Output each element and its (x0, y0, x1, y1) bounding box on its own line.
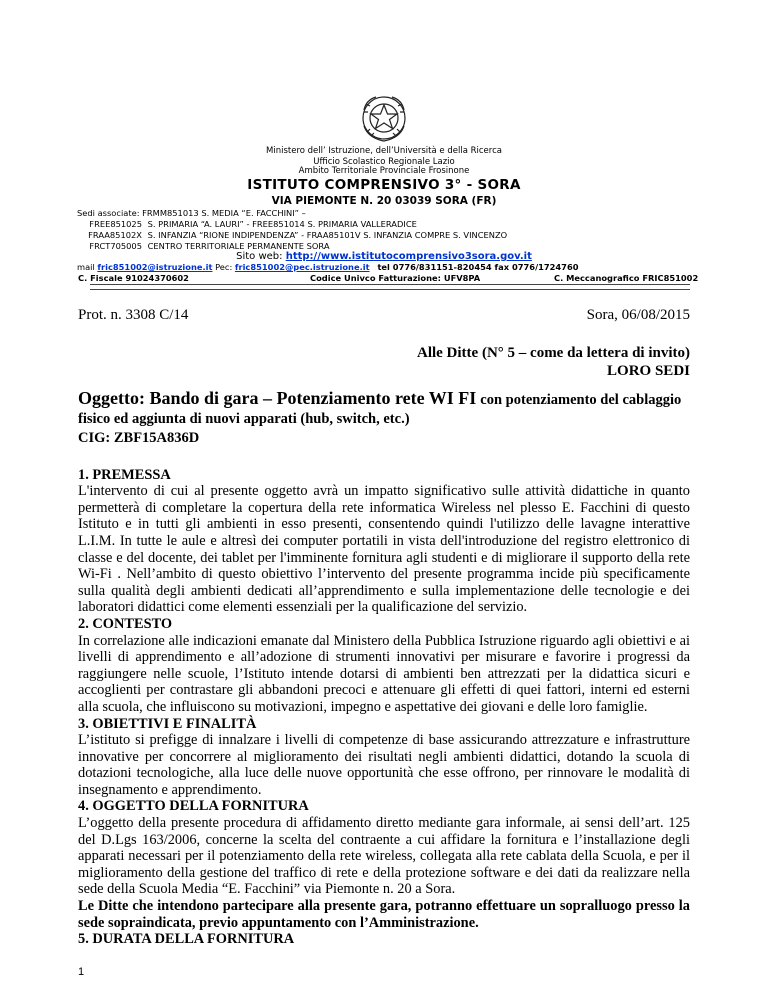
recipient-block (417, 344, 690, 380)
mail-link[interactable]: fric851002@istruzione.it (97, 262, 213, 272)
site-row (77, 208, 507, 219)
billing-code: Codice Univco Fatturazione: UFV8PA (310, 273, 481, 283)
page-number: 1 (78, 966, 85, 978)
subject-continuation: fisico ed aggiunta di nuovi apparati (hub, switch, etc.) (78, 411, 410, 427)
letter-date: Sora, 06/08/2015 (586, 307, 690, 323)
site-text: S. INFANZIA “RIONE INDIPENDENZA” - FRAA85101V S. INFANZIA COMPRE S. VINCENZO (147, 230, 508, 240)
italian-republic-emblem-icon (358, 92, 410, 144)
mechanographic-code: C. Meccanografico FRIC851002 (554, 273, 699, 283)
protocol-number: Prot. n. 3308 C/14 (78, 307, 189, 323)
website-link[interactable]: http://www.istitutocomprensivo3sora.gov.it (285, 251, 532, 262)
letter-body (78, 450, 690, 948)
section-heading: 4. OGGETTO DELLA FORNITURA (78, 798, 309, 815)
school-address: VIA PIEMONTE N. 20 03039 SORA (FR) (271, 195, 497, 207)
website-label: Sito web: (236, 251, 283, 262)
recipient-line: Alle Ditte (N° 5 – come da lettera di invito) (416, 345, 690, 361)
section-heading: 3. OBIETTIVI E FINALITÀ (78, 715, 257, 732)
school-name: ISTITUTO COMPRENSIVO 3° - SORA (247, 177, 521, 193)
mail-label: mail (77, 262, 95, 272)
recipient-line: LORO SEDI (607, 363, 690, 379)
section-heading: 5. DURATA DELLA FORNITURA (78, 931, 295, 948)
fiscal-code: C. Fiscale 91024370602 (78, 273, 189, 283)
phone-fax: tel 0776/831151-820454 fax 0776/1724760 (377, 262, 579, 272)
site-text: S. PRIMARIA “A. LAURI” - FREE851014 S. PRIMARIA VALLERADICE (147, 219, 417, 229)
pec-link[interactable]: fric851002@pec.istruzione.it (234, 262, 370, 272)
associated-sites (77, 208, 507, 252)
subject-block (78, 388, 693, 447)
territorial-district: Ambito Territoriale Provinciale Frosinone (298, 166, 470, 176)
codes-line (78, 273, 698, 283)
site-row (77, 230, 507, 241)
site-code: FRAA85102X (88, 230, 142, 240)
site-row (77, 219, 507, 230)
site-text: S. MEDIA “E. FACCHINI” – (201, 208, 306, 218)
pec-label: Pec: (215, 262, 233, 272)
regional-office: Ufficio Scolastico Regionale Lazio (313, 157, 455, 167)
subject-title: Oggetto: Bando di gara – Potenziamento rete WI FI (78, 388, 477, 408)
section-text: L'intervento di cui al presente oggetto avrà un impatto significativo sulle attività didattiche in quanto permetterà di completare la copertura della rete informatica Wireless nel plesso E. Facchini di questo Istituto e in tutti gli ambienti in esso presenti, consentendo quindi l'utilizzo delle lavagne interattive L.I.M. In tutte le aule e altresì dei computer portatili in vista dell'introduzione del registro elettronico di classe e del docente, dei tablet per l'imminente fornitura agli studenti e di migliorare il supporto della rete Wi-Fi . Nell’ambito di questo obiettivo l’intervento del presente programma incide più specificamente sulla qualità degli ambienti dedicati all’apprendimento e sulla implementazione delle tecnologie e dei laboratori didattici come elementi essenziali per la qualificazione del servizio. (78, 483, 690, 616)
section-heading: 1. PREMESSA (78, 466, 171, 483)
section-text: L’istituto si prefigge di innalzare i livelli di competenze di base assicurando attrezzature e infrastrutture innovative per concorrere al miglioramento dei risultati negli ambienti didattici, dotando la scuola di dotazioni tecnologiche, alla luce delle nuove opportunità che esse offrono, per rinnovare le modalità di insegnamento e apprendimento. (78, 732, 690, 798)
section-bold-note: Le Ditte che intendono partecipare alla presente gara, potranno effettuare un sopralluogo presso la sede sopraindicata, previo appuntamento con l’Amministrazione. (78, 898, 690, 931)
section-text: In correlazione alle indicazioni emanate dal Ministero della Pubblica Istruzione riguardo agli obiettivi e ai livelli di apprendimento e all’adozione di strumenti innovativi per misurare e favorire i progressi da raggiungere nelle scuole, l’Istituto intende dotarsi di ambienti ben attrezzati per la didattica sicuri e accoglienti per contrastare gli abbandoni precoci e attenuare gli effetti di quei fattori, interni ed esterni alla scuola, che influiscono su motivazioni, impegno e aspettative dei giovani e delle loro famiglie. (78, 632, 690, 715)
site-code: FRMM851013 (142, 208, 199, 218)
header-divider (90, 284, 690, 290)
section-text: L’oggetto della presente procedura di affidamento diretto mediante gara informale, ai sensi dell’art. 125 del D.Lgs 163/2006, concerne la scelta del contraente a cui affidare la fornitura e l’installazione degli apparati necessari per il potenziamento della rete wireless, collegata alla rete cablata della Scuola, e per il miglioramento della gestione del traffico di rete e della protezione software e dei dati da realizzare nella sede della Scuola Media “E. Facchini” via Piemonte n. 20 a Sora. (78, 815, 690, 898)
site-code: FREE851025 (89, 219, 142, 229)
sedi-label: Sedi associate: (77, 208, 140, 218)
subject-suffix: con potenziamento del cablaggio (480, 392, 682, 408)
contacts-line (77, 262, 579, 273)
ministry-name: Ministero dell’ Istruzione, dell’Università e della Ricerca (266, 146, 502, 156)
site-text: CENTRO TERRITORIALE PERMANENTE SORA (147, 241, 330, 251)
website-line (0, 251, 768, 262)
cig-code: CIG: ZBF15A836D (78, 430, 200, 446)
section-heading: 2. CONTESTO (78, 615, 173, 632)
subject-line (78, 388, 693, 409)
site-code: FRCT705005 (89, 241, 142, 251)
